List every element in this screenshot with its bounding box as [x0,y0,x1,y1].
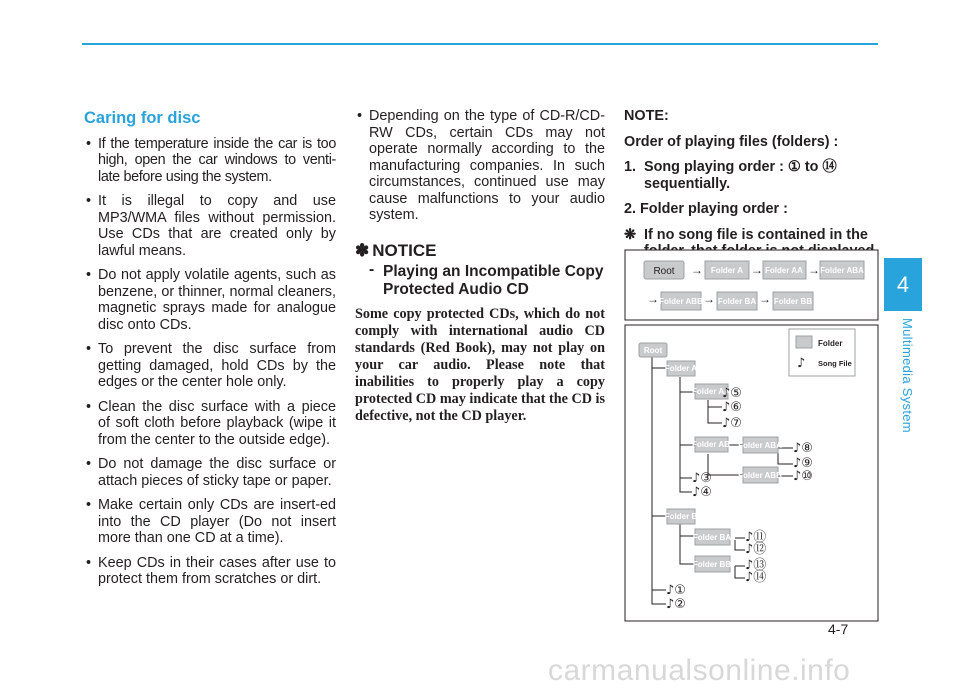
list-item: • Do not apply volatile agents, such as benzene, or thinner, normal cleaners, magnetic sprays made for analogue disc onto CDs. [84,267,336,333]
note-star-icon: ❋ [624,226,637,243]
song-file-9: ♪⑨ [793,456,813,471]
folder-icon [796,336,812,348]
notice-subheading-text: Playing an Incompatible Copy Protected Audio CD [383,263,604,298]
arrow-icon: → [808,263,820,277]
list-item: • Keep CDs in their cases after use to protect them from scratches or dirt. [84,555,336,588]
folder-label: Folder A [710,266,744,275]
chapter-number: 4 [896,271,910,297]
list-item: • To prevent the disc surface from getting damaged, hold CDs by the edges or the center hole only. [84,341,336,391]
song-file-5: ♪⑤ [722,386,742,401]
song-file-7: ♪⑦ [722,416,742,431]
notice-body: Some copy protected CDs, which do not comply with international audio CD standards (Red Book), may not play on your car audio. Please note that inabilities to properly play a copy protected CD may indicate that the CD is defective, not the CD player. [355,306,605,424]
notice-icon: ✽ [355,240,370,260]
notice-dash: - [369,261,375,278]
song-file-11: ♪⑪ [745,530,767,545]
list-item: • Do not damage the disc surface or attach pieces of sticky tape or paper. [84,456,336,489]
folder-label: Folder BB [773,297,813,306]
folder-label: Folder BA [717,297,757,306]
playback-order-diagram [625,250,878,320]
song-file-14: ♪⑭ [745,570,767,585]
folder-label: Folder ABB [659,297,703,306]
watermark: carmanualsonline.info [548,654,851,687]
song-file-10: ♪⑩ [793,469,813,484]
note-item-1-number: 1. [624,159,637,175]
list-item: • It is illegal to copy and use MP3/WMA files without permission. Use CDs that are created only by lawful means. [84,193,336,259]
root-label: Root [653,266,675,277]
arrow-icon: → [691,263,703,277]
legend-folder-label: Folder [818,339,843,348]
list-item: • Make certain only CDs are insert-ed into the CD player (Do not insert more than one CD at a time). [84,497,336,547]
folder-label: Folder AA [692,387,730,396]
song-file-4: ♪④ [692,485,712,500]
folder-label: Folder A [664,364,698,373]
note-title: NOTE: [624,108,669,124]
folder-label: Folder ABA [820,266,864,275]
root-label: Root [643,346,663,355]
arrow-icon: → [751,263,763,277]
list-item: • Depending on the type of CD-R/CD-RW CDs, certain CDs may not operate normally according to the manufacturing companies. In such circumstances, continued use may cause malfunctions to your audio system. [355,108,605,224]
legend-song-label: Song File [818,359,852,368]
song-file-1: ♪① [666,583,686,598]
arrow-icon: → [703,292,715,306]
arrow-icon: → [647,292,659,306]
note-item-1-text: Song playing order : ① to ⑭ sequentially. [644,159,837,192]
section-title: Caring for disc [84,109,201,127]
song-file-6: ♪⑥ [722,400,742,415]
song-file-3: ♪③ [692,471,712,486]
song-file-8: ♪⑧ [793,441,813,456]
song-file-12: ♪⑫ [745,542,767,557]
note-item-3-text: If no song file is contained in the [644,226,868,243]
folder-label: Folder BA [692,533,732,542]
note-order-line: Order of playing files (folders) : [624,133,839,150]
folder-label: Folder B [664,512,698,521]
folder-label: Folder BB [692,560,732,569]
chapter-title: Multimedia System [900,318,915,433]
note-item-2: 2. Folder playing order : [624,201,788,217]
folder-tree-diagram [625,325,878,621]
folder-label: Folder AA [765,266,803,275]
list-item: • If the temperature inside the car is too high, open the car windows to venti-late before using the system. [84,136,336,186]
music-note-icon: ♪ [797,356,806,371]
notice-label: NOTICE [372,240,437,260]
song-file-2: ♪② [666,597,686,612]
folder-label: Folder AB [692,440,730,449]
song-file-13: ♪⑬ [745,558,767,573]
page-number: 4-7 [828,621,849,637]
arrow-icon: → [759,292,771,306]
folder-label: Folder ABA [738,441,782,450]
folder-label: Folder ABB [738,471,782,480]
list-item: • Clean the disc surface with a piece of soft cloth before playback (wipe it from the center to the outside edge). [84,399,336,449]
